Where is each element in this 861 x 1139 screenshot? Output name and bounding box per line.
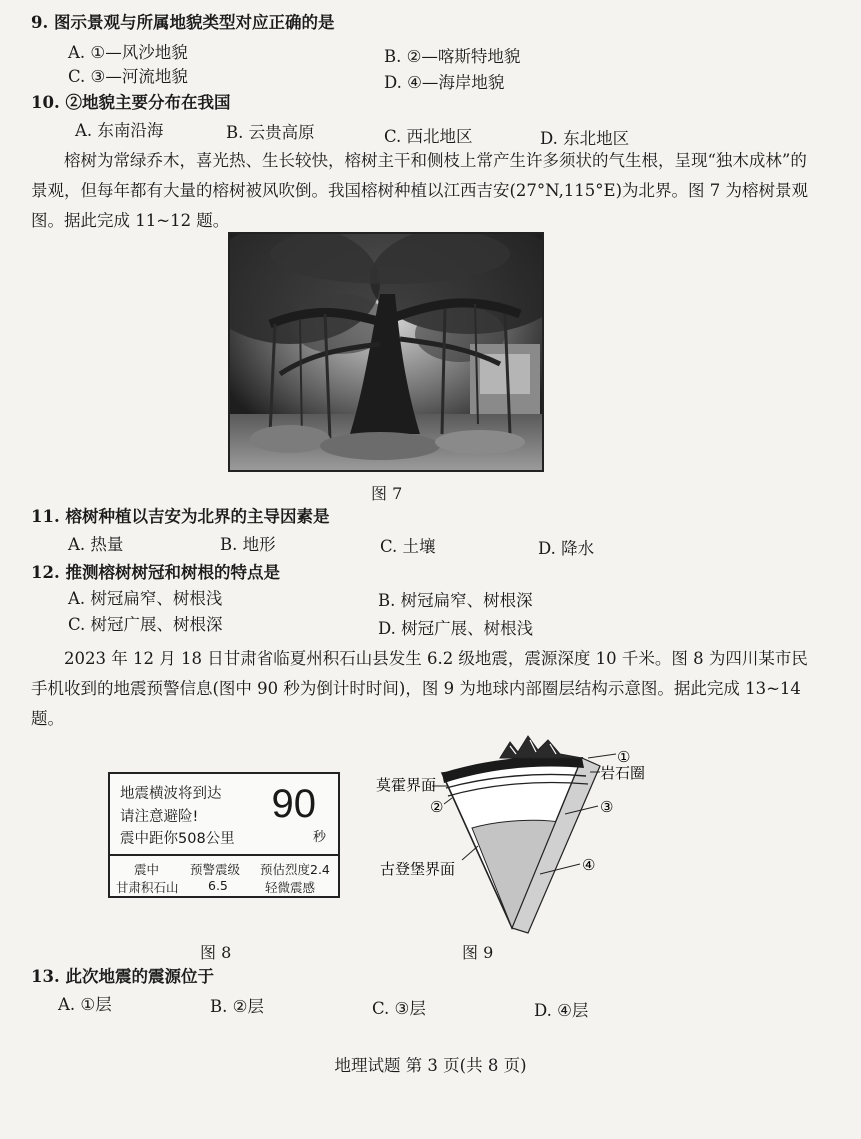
- q13-option-a: A. ①层: [58, 995, 112, 1014]
- q9-option-d: D. ④—海岸地貌: [384, 73, 505, 92]
- passage-banyan: 榕树为常绿乔木，喜光热、生长较快，榕树主干和侧枝上常产生许多须状的气生根，呈现“独木成林”的景观，但每年都有大量的榕树被风吹倒。我国榕树种植以江西吉安(27°N,115°E)为北界。图 7 为榕树景观图。据此完成 11~12 题。: [31, 151, 809, 230]
- alert-header-magnitude: 预警震级: [190, 862, 241, 877]
- alert-line-1: 地震横波将到达: [120, 786, 222, 802]
- q11-option-a: A. 热量: [68, 535, 124, 554]
- q9-option-b: B. ②—喀斯特地貌: [384, 47, 521, 66]
- q11-option-c: C. 土壤: [380, 537, 436, 556]
- q9-option-c: C. ③—河流地貌: [68, 67, 188, 86]
- q10-option-c: C. 西北地区: [384, 127, 473, 146]
- marker-3: ③: [600, 798, 614, 816]
- alert-line-2: 请注意避险!: [120, 809, 199, 825]
- mountain-relief: [500, 736, 582, 758]
- gutenberg-label: 古登堡界面: [380, 860, 456, 878]
- earth-interior-diagram: [360, 728, 660, 938]
- q11-stem: 11. 榕树种植以吉安为北界的主导因素是: [31, 507, 330, 526]
- earthquake-alert-card: [108, 772, 340, 898]
- alert-header-intensity: 预估烈度2.4: [260, 862, 330, 877]
- q12-option-d: D. 树冠广展、树根浅: [378, 619, 534, 638]
- q13-option-b: B. ②层: [210, 997, 264, 1016]
- alert-header-epicenter: 震中: [134, 862, 160, 877]
- q10-stem: 10. ②地貌主要分布在我国: [31, 93, 231, 112]
- figure-8-caption: 图 8: [200, 943, 232, 962]
- q11-option-d: D. 降水: [538, 539, 595, 558]
- alert-line-3: 震中距你508公里: [120, 831, 235, 847]
- alert-info-table: [110, 854, 338, 896]
- alert-countdown-unit: 秒: [312, 830, 326, 845]
- q12-option-a: A. 树冠扁窄、树根浅: [68, 589, 223, 608]
- page-footer: 地理试题 第 3 页(共 8 页): [334, 1056, 527, 1075]
- alert-value-epicenter: 甘肃积石山: [116, 880, 179, 895]
- alert-value-intensity: 轻微震感: [265, 880, 316, 895]
- q10-option-d: D. 东北地区: [540, 129, 630, 148]
- lithosphere-label: 岩石圈: [600, 764, 646, 782]
- alert-value-magnitude: 6.5: [208, 878, 228, 893]
- alert-countdown: 90: [271, 782, 316, 826]
- q9-stem: 9. 图示景观与所属地貌类型对应正确的是: [31, 13, 335, 32]
- banyan-tree-photo: [228, 232, 544, 472]
- q12-stem: 12. 推测榕树树冠和树根的特点是: [31, 563, 280, 582]
- figure-9-caption: 图 9: [462, 943, 494, 962]
- marker-4: ④: [582, 856, 596, 874]
- q10-option-b: B. 云贵高原: [226, 123, 315, 142]
- q13-option-c: C. ③层: [372, 999, 426, 1018]
- q13-stem: 13. 此次地震的震源位于: [31, 967, 214, 986]
- q11-option-b: B. 地形: [220, 535, 276, 554]
- q10-option-a: A. 东南沿海: [75, 121, 164, 140]
- q12-option-b: B. 树冠扁窄、树根深: [378, 591, 533, 610]
- marker-1: ①: [617, 748, 631, 766]
- moho-label: 莫霍界面: [376, 776, 437, 794]
- q12-option-c: C. 树冠广展、树根深: [68, 615, 223, 634]
- q9-option-a: A. ①—风沙地貌: [68, 43, 188, 62]
- figure-7-caption: 图 7: [371, 484, 403, 503]
- marker-2: ②: [430, 798, 444, 816]
- passage-earthquake: 2023 年 12 月 18 日甘肃省临夏州积石山县发生 6.2 级地震，震源深度 10 千米。图 8 为四川某市民手机收到的地震预警信息(图中 90 秒为倒计时时间)，图 9 为地球内部圈层结构示意图。据此完成 13~14 题。: [31, 649, 808, 728]
- q13-option-d: D. ④层: [534, 1001, 589, 1020]
